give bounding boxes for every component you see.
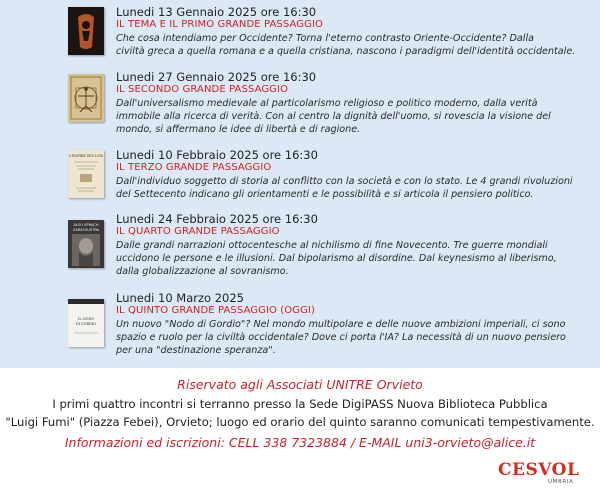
event-description: Dalle grandi narrazioni ottocentesche al nichilismo di fine Novecento. Tre guerre mondiali uccidono le persone e le illusioni. Dal bipolarismo al disordine. Dal keynesismo al liberismo, dalla globalizzazione al sovranismo. [116, 240, 557, 277]
event-date: Lunedi 13 Gennaio 2025 ore 16:30 [116, 5, 317, 19]
book-cover-zarathustra [68, 220, 104, 268]
event-description: Che cosa intendiamo per Occidente? Torna l'eterno contrasto Oriente-Occidente? Dalla civiltà greca a quella romana e a quella cristiana, nascono i paradigmi dell'identità occidentale. [116, 33, 576, 57]
book-cover-text: IL NODO [78, 317, 94, 321]
event-date: Lunedi 27 Gennaio 2025 ore 16:30 [116, 70, 317, 84]
book-cover-vitruvian [68, 74, 104, 122]
cesvol-logo [498, 460, 588, 490]
event-title: IL QUINTO GRANDE PASSAGGIO (OGGI) [116, 305, 315, 316]
event-date: Lunedi 24 Febbraio 2025 ore 16:30 [116, 212, 318, 226]
book-cover-text: ZARATHUSTRA [72, 228, 100, 232]
book-cover-greek-vase [68, 7, 104, 55]
event-description: Dall'universalismo medievale al particolarismo religioso e politico moderno, dalla verità immobile alla ricerca di verità. Con al centro la dignità dell'uomo, si rovescia la visione del mondo, si affermano le idee di libertà e di ragione. [116, 98, 551, 135]
reserved-notice: Riservato agli Associati UNITRE Orvieto [177, 377, 423, 392]
book-cover-empire-des-lois [68, 150, 104, 198]
venue-info-line-1: I primi quattro incontri si terranno presso la Sede DigiPASS Nuova Biblioteca Pubblica [52, 397, 548, 411]
event-description: Un nuovo "Nodo di Gordio"? Nel mondo multipolare e delle nuove ambizioni imperiali, ci sono spazio e ruolo per la civiltà occidentale? Dove ci porta l'IA? La necessità di un nuovo pensiero per una "destinazione speranza". [116, 319, 566, 356]
venue-info-line-2: "Luigi Fumi" (Piazza Febei), Orvieto; luogo ed orario del quinto saranno comunicati tempestivamente. [5, 415, 595, 429]
event-title: IL QUARTO GRANDE PASSAGGIO [116, 226, 280, 237]
book-cover-text: L'EMPIRE DES LOIS [69, 154, 103, 158]
event-title: IL TERZO GRANDE PASSAGGIO [116, 162, 272, 173]
logo-name: CESVOL [498, 460, 580, 480]
event-title: IL TEMA E IL PRIMO GRANDE PASSAGGIO [116, 19, 323, 30]
book-cover-text: ALSO SPRACH [73, 223, 99, 227]
book-cover-text: DI GORDIO [75, 322, 96, 326]
event-description: Dall'individuo soggetto di storia al conflitto con la società e con lo stato. Le 4 grandi rivoluzioni del Settecento indicano gli orientamenti e le possibilità e si articola il pensiero politico. [116, 176, 573, 200]
event-title: IL SECONDO GRANDE PASSAGGIO [116, 84, 289, 95]
logo-region: UMBRIA [548, 479, 574, 485]
book-cover-nodo-di-gordio [68, 299, 104, 347]
contact-info: Informazioni ed iscrizioni: CELL 338 7323884 / E-MAIL uni3-orvieto@alice.it [64, 435, 536, 450]
event-date: Lunedi 10 Marzo 2025 [116, 291, 244, 305]
event-date: Lunedi 10 Febbraio 2025 ore 16:30 [116, 148, 318, 162]
